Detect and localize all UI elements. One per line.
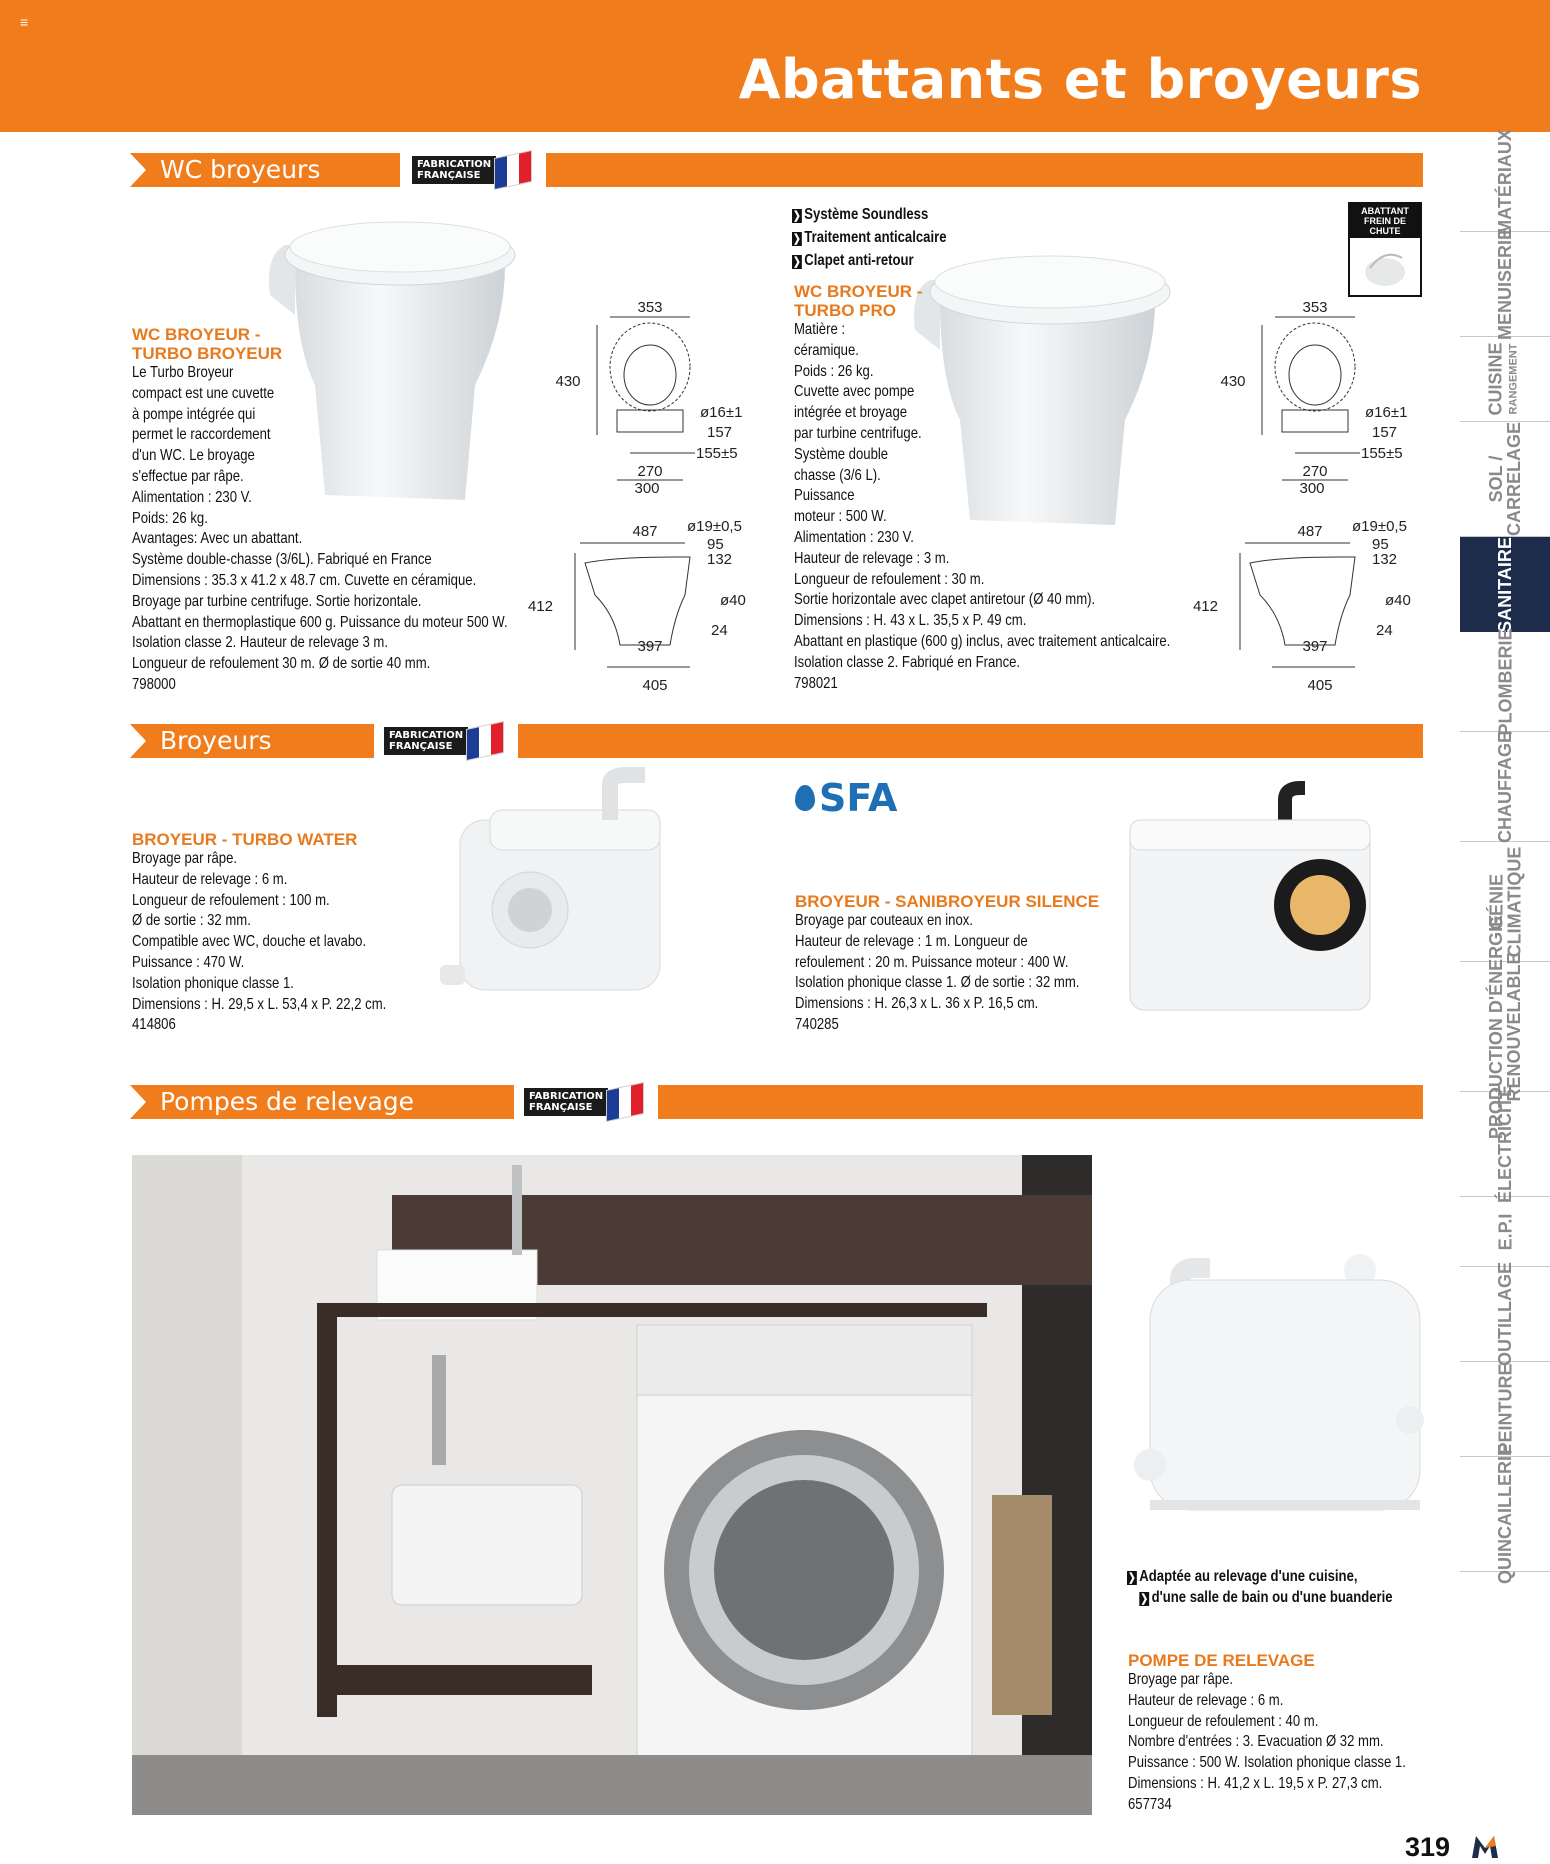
description-line: Alimentation : 230 V. [794,528,914,546]
product-title: WC BROYEUR - TURBO PRO [794,282,923,320]
laundry-room-photo [132,1155,1092,1815]
product-description [795,911,1079,1015]
svg-text:157: 157 [1372,424,1398,441]
product-description [794,320,1170,674]
description-line: par turbine centrifuge. [794,424,922,442]
page-header [0,0,1550,132]
description-line: Dimensions : 35.3 x 41.2 x 48.7 cm. Cuvette en céramique. [132,571,477,589]
description-line: Hauteur de relevage : 1 m. Longueur de [795,932,1028,950]
sidebar-label-main: E.P.I [1494,1213,1515,1250]
description-line: Isolation phonique classe 1. [132,974,294,992]
svg-text:487: 487 [1297,523,1323,540]
description-line: Puissance : 470 W. [132,953,245,971]
product-title: BROYEUR - TURBO WATER [132,830,358,849]
svg-text:95: 95 [707,536,724,553]
description-line: Hauteur de relevage : 3 m. [794,549,950,567]
sidebar-label-main: GÉNIE [1486,873,1506,930]
lid-icon [1350,238,1420,300]
description-line: Isolation classe 2. Fabriqué en France. [794,653,1021,671]
sidebar-item-label [1496,1213,1514,1250]
section-bar [546,153,1423,187]
sidebar-item-label [1487,422,1523,536]
svg-text:155±5: 155±5 [696,445,738,462]
description-line: Broyage par râpe. [1128,1671,1234,1688]
description-line: Le Turbo Broyeur [132,364,234,381]
sidebar-item[interactable] [1460,227,1550,341]
svg-text:24: 24 [1376,622,1393,639]
description-line: Isolation classe 2. Hauteur de relevage 3 m. [132,634,388,652]
product-code: 798000 [132,675,176,693]
sidebar-item-label [1487,342,1523,415]
turbo-pro-features: ❯ Système Soundless ❯ Traitement anticalcaire ❯ Clapet anti-retour [792,203,947,272]
technical-diagram [527,295,775,705]
sidebar-label-main: PEINTURE [1495,1363,1516,1455]
section-title-pompes: Pompes de relevage [130,1085,514,1119]
sanibroyeur-image [1125,780,1375,1020]
sidebar-item-label [1496,1363,1514,1454]
svg-text:ø16±1: ø16±1 [1365,404,1408,421]
sidebar-label-main: PRODUCTION D'ÉNERGIE [1486,914,1507,1139]
sidebar-item[interactable] [1460,337,1550,422]
abattant-frein-box: ABATTANT FREIN DE CHUTE [1348,202,1422,297]
description-line: d'un WC. Le broyage [132,447,255,465]
svg-text:353: 353 [637,299,663,316]
svg-text:95: 95 [1372,536,1389,553]
sidebar-label-main: ÉLECTRICITÉ [1495,1084,1516,1204]
sidebar-item-label [1496,228,1514,340]
sidebar-label-main: PLOMBERIE [1495,627,1516,736]
description-line: Isolation phonique classe 1. Ø de sortie : 32 mm. [795,974,1080,992]
sidebar-label-main: SOL / [1486,455,1507,503]
description-line: Dimensions : H. 41,2 x L. 19,5 x P. 27,3 cm. [1128,1774,1383,1792]
description-line: Sortie horizontale avec clapet antiretour (Ø 40 mm). [794,591,1096,609]
sidebar-item[interactable] [1460,1197,1550,1267]
sidebar-item[interactable] [1460,1362,1550,1457]
description-line: intégrée et broyage [794,404,908,422]
sidebar-item[interactable] [1460,627,1550,736]
product-turbo-broyeur [132,325,590,696]
product-code: 798021 [794,674,838,692]
sidebar-label-main: CHAUFFAGE [1495,730,1515,843]
svg-text:270: 270 [1302,463,1328,480]
product-sanibroyeur [795,892,1142,1036]
description-line: Longueur de refoulement : 30 m. [794,570,985,588]
description-line: Abattant en plastique (600 g) inclus, avec traitement anticalcaire. [794,632,1171,650]
description-line: Matière : [794,321,846,338]
sidebar-item-label [1496,1444,1514,1584]
pompe-relevage-image [1110,1240,1430,1530]
svg-text:300: 300 [1299,480,1325,497]
description-line: Longueur de refoulement 30 m. Ø de sortie 40 mm. [132,655,431,673]
product-code: 740285 [795,1015,839,1033]
section-title-wc-broyeurs: WC broyeurs [130,153,400,187]
description-line: Longueur de refoulement : 40 m. [1128,1712,1319,1730]
brand-m-logo-icon [1470,1832,1500,1860]
description-line: Dimensions : H. 43 x L. 35,5 x P. 49 cm. [794,612,1027,630]
description-line: Nombre d'entrées : 3. Evacuation Ø 32 mm. [1128,1733,1384,1751]
sidebar-label-main: CUISINE [1485,342,1506,416]
svg-text:157: 157 [707,424,733,441]
description-line: Dimensions : H. 26,3 x L. 36 x P. 16,5 cm. [795,995,1039,1013]
description-line: Abattant en thermoplastique 600 g. Puissance du moteur 500 W. [132,613,508,631]
description-line: permet le raccordement [132,426,271,444]
svg-text:270: 270 [637,463,663,480]
description-line: chasse (3/6 L). [794,466,881,484]
fabrication-francaise-badge: FABRICATION FRANÇAISE [412,153,532,187]
section-title-broyeurs: Broyeurs [130,724,374,758]
sidebar-item[interactable] [1460,422,1550,537]
svg-text:132: 132 [1372,551,1398,568]
svg-text:412: 412 [527,598,553,615]
description-line: Alimentation : 230 V. [132,488,252,506]
svg-text:132: 132 [707,551,733,568]
sidebar-item[interactable] [1460,128,1550,235]
svg-text:405: 405 [1307,677,1333,694]
sidebar-item[interactable] [1460,1084,1550,1204]
product-turbo-pro [794,282,1253,694]
product-title: BROYEUR - SANIBROYEUR SILENCE [795,892,1100,911]
product-pompe-relevage [1128,1651,1467,1816]
sidebar-item-label [1496,731,1514,843]
description-line: Puissance : 500 W. Isolation phonique classe 1. [1128,1754,1406,1772]
description-line: Poids : 26 kg. [794,362,874,380]
description-line: Avantages: Avec un abattant. [132,530,303,548]
french-flag-icon [606,1082,644,1122]
svg-text:ø19±0,5: ø19±0,5 [1352,518,1407,535]
sidebar-label-sub: RENOUVELABLE [1504,951,1525,1102]
sidebar-label-main: QUINCAILLERIE [1495,1443,1516,1585]
technical-diagram [1192,295,1440,705]
sidebar-item-label [1496,628,1514,735]
french-flag-icon [494,150,532,190]
description-line: Cuvette avec pompe [794,383,915,401]
svg-text:ø40: ø40 [720,592,746,609]
product-turbo-water [132,830,442,1036]
menu-mark: ≡ [20,14,29,30]
sfa-logo: SFA [795,776,897,820]
section-bar [518,724,1423,758]
svg-text:ø16±1: ø16±1 [700,404,743,421]
svg-text:430: 430 [1220,373,1246,390]
description-line: Ø de sortie : 32 mm. [132,912,251,930]
product-description [132,849,386,1015]
product-description [132,363,508,675]
sidebar-item-label [1496,129,1514,235]
sidebar-label-sub: CARRELAGE [1504,421,1525,537]
description-line: Broyage par râpe. [132,850,238,867]
product-title: POMPE DE RELEVAGE [1128,1651,1315,1670]
fabrication-francaise-badge: FABRICATION FRANÇAISE [524,1085,644,1119]
sidebar-item-label [1496,537,1514,633]
description-line: compact est une cuvette [132,384,275,402]
description-line: Hauteur de relevage : 6 m. [132,870,288,888]
pompe-features: ❯ Adaptée au relevage d'une cuisine, ❯ d'une salle de bain ou d'une buanderie [1127,1566,1393,1608]
turbo-water-image [430,770,690,1020]
sidebar-item[interactable] [1460,1262,1550,1366]
description-line: Compatible avec WC, douche et lavabo. [132,933,367,951]
description-line: Broyage par turbine centrifuge. Sortie horizontale. [132,592,422,610]
description-line: s'effectue par râpe. [132,467,244,485]
svg-text:300: 300 [634,480,660,497]
description-line: Système double [794,445,889,463]
sidebar-item[interactable] [1460,914,1550,1139]
sidebar-label-main: MATÉRIAUX [1495,128,1516,235]
category-sidebar [1460,128,1550,1772]
product-description [1128,1670,1406,1795]
sidebar-item-label [1496,1085,1514,1203]
svg-text:ø40: ø40 [1385,592,1411,609]
description-line: Dimensions : H. 29,5 x L. 53,4 x P. 22,2 cm. [132,995,387,1013]
product-title: WC BROYEUR - TURBO BROYEUR [132,325,283,363]
description-line: moteur : 500 W. [794,508,887,526]
description-line: Poids: 26 kg. [132,509,208,527]
section-bar [658,1085,1423,1119]
description-line: refoulement : 20 m. Puissance moteur : 400 W. [795,953,1069,971]
svg-text:397: 397 [637,638,663,655]
sidebar-label-main: OUTILLAGE [1495,1262,1515,1366]
svg-text:397: 397 [1302,638,1328,655]
description-line: à pompe intégrée qui [132,405,256,423]
page-title: Abattants et broyeurs [738,48,1422,111]
sidebar-item-label [1496,1262,1514,1366]
svg-text:487: 487 [632,523,658,540]
fabrication-francaise-badge: FABRICATION FRANÇAISE [384,724,504,758]
sidebar-label-main: SANITAIRE [1495,536,1516,633]
svg-text:353: 353 [1302,299,1328,316]
description-line: Longueur de refoulement : 100 m. [132,891,330,909]
product-code: 414806 [132,1016,176,1034]
description-line: Puissance [794,487,855,505]
page-number: 319 [1405,1832,1451,1862]
svg-text:ø19±0,5: ø19±0,5 [687,518,742,535]
description-line: céramique. [794,341,859,359]
sidebar-item[interactable] [1460,1443,1550,1585]
svg-text:430: 430 [555,373,581,390]
description-line: Broyage par couteaux en inox. [795,912,973,929]
sidebar-label-sub: RANGEMENT [1507,343,1520,415]
product-code: 657734 [1128,1795,1172,1813]
sidebar-item[interactable] [1460,537,1550,632]
sidebar-label-main: MENUISERIE [1495,227,1515,341]
svg-text:405: 405 [642,677,668,694]
svg-text:412: 412 [1192,598,1218,615]
description-line: Système double-chasse (3/6L). Fabriqué en France [132,551,432,569]
svg-text:24: 24 [711,622,728,639]
french-flag-icon [466,721,504,761]
svg-text:155±5: 155±5 [1361,445,1403,462]
sidebar-label-sub: CLIMATIQUE [1504,846,1524,957]
description-line: Hauteur de relevage : 6 m. [1128,1691,1284,1709]
sidebar-item[interactable] [1460,732,1550,842]
